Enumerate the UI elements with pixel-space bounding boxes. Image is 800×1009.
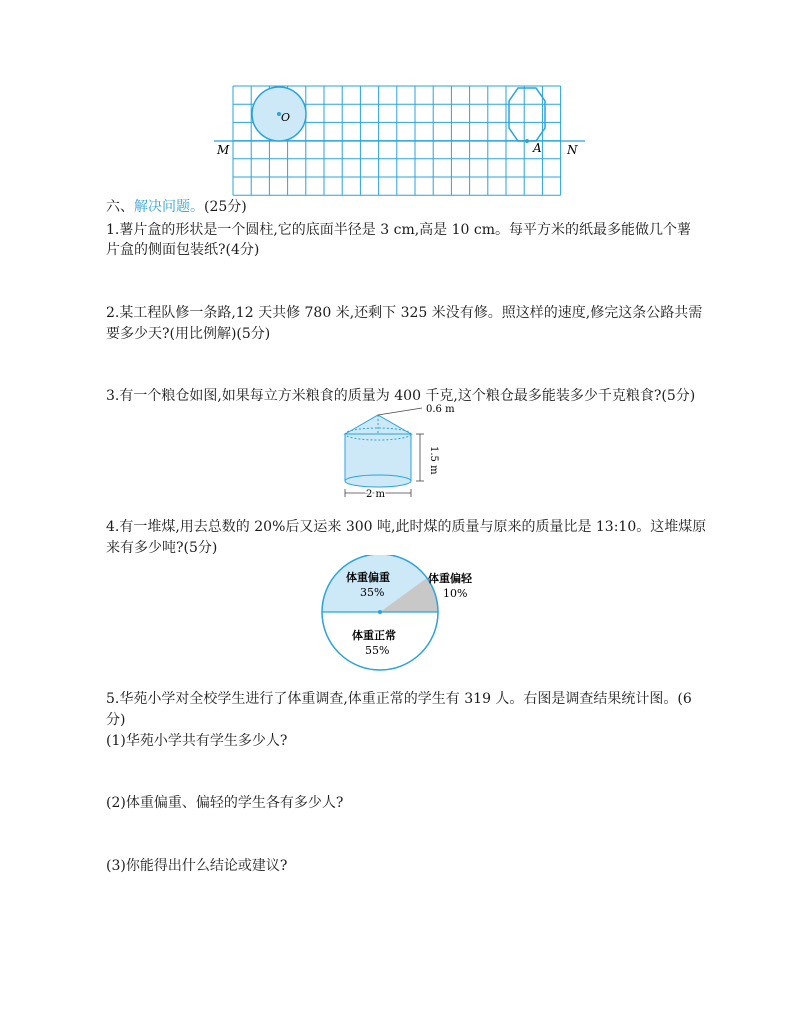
diameter-label: 2 m [366,489,386,500]
q4-line1: 4.有一堆煤,用去总数的 20%后又运来 300 吨,此时煤的质量与原来的质量比是 13:10。这堆煤原 [106,519,707,535]
section-title: 解决问题。 [134,199,204,215]
q4-line2: 来有多少吨?(5分) [106,540,218,556]
label-n: N [567,143,578,157]
cone-height-leader [378,408,422,415]
section-heading [106,198,247,216]
q5-sub1: (1)华苑小学共有学生多少人? [106,733,288,749]
overweight-pct: 35% [360,586,385,599]
label-o: O [281,111,291,124]
q5-line1: 5.华苑小学对全校学生进行了体重调查,体重正常的学生有 319 人。右图是调查结果统计图。(6 [106,691,692,707]
octagon-shape [509,88,545,141]
q2-line2: 要多少天?(用比例解)(5分) [106,326,271,342]
q1-line1: 1.薯片盒的形状是一个圆柱,它的底面半径是 3 cm,高是 10 cm。每平方米的纸最多能做几个薯 [106,222,692,238]
granary-figure [330,400,460,506]
overweight-label: 体重偏重 [346,571,390,584]
weight-pie-chart [300,555,500,675]
q1-line2: 片盒的侧面包装纸?(4分) [106,242,260,258]
cyl-height-label: 1.5 m [428,446,439,475]
pie-center-dot [378,610,382,614]
cylinder-bottom [345,475,411,487]
normal-pct: 55% [365,644,390,657]
q5-line2: 分) [106,712,126,728]
section-prefix: 六、 [106,199,134,215]
label-a: A [533,141,542,155]
cone-height-label: 0.6 m [426,404,455,415]
q5-sub2: (2)体重偏重、偏轻的学生各有多少人? [106,795,344,811]
section-score: (25分) [204,199,247,215]
normal-label: 体重正常 [352,629,396,642]
grid-figure [0,0,800,200]
label-m: M [217,143,230,157]
point-a-dot [525,139,529,143]
q2-line1: 2.某工程队修一条路,12 天共修 780 米,还剩下 325 米没有修。照这样的速度,修完这条公路共需 [106,305,703,321]
cylinder-body [345,434,411,481]
underweight-pct: 10% [443,587,468,600]
q5-sub3: (3)你能得出什么结论或建议? [106,858,288,874]
underweight-label: 体重偏轻 [428,572,472,585]
q3-line1: 3.有一个粮仓如图,如果每立方米粮食的质量为 400 千克,这个粮仓最多能装多少千克粮食?(5分) [106,388,696,404]
